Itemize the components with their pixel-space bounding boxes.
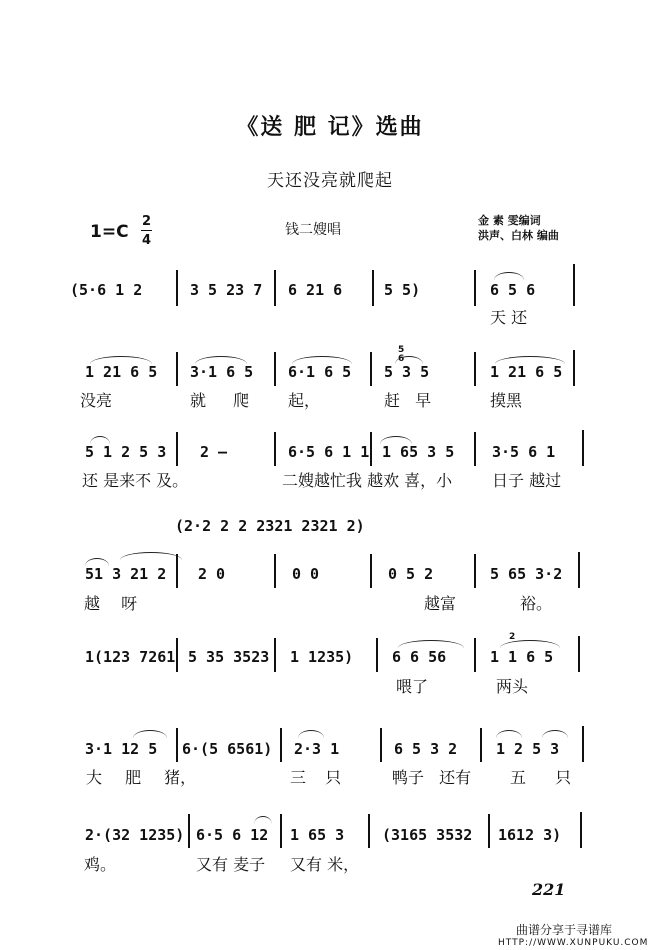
measure: 3·1 12 5 [85, 740, 158, 758]
barline [176, 352, 178, 386]
lyric: 又有 麦子 [196, 855, 266, 874]
measure: 1 1235) [290, 648, 354, 666]
measure: 0 5 2 [388, 565, 434, 583]
lyric: 日子 越过 [492, 471, 562, 490]
barline [370, 554, 372, 588]
measure: 5 5) [384, 281, 421, 299]
measure: 6 21 6 [288, 281, 343, 299]
measure: 6 5 6 [490, 281, 536, 299]
measure: 5 35 3523 [188, 648, 270, 666]
barline [474, 432, 476, 466]
barline [372, 270, 374, 306]
time-signature-bottom: 4 [142, 233, 152, 248]
barline [370, 352, 372, 386]
measure: (3165 3532 [382, 826, 473, 844]
barline [582, 726, 584, 762]
lyric: 越富 [424, 594, 457, 613]
barline [474, 638, 476, 672]
barline [376, 638, 378, 672]
lyric: 起， [288, 391, 321, 410]
measure: 1 65 3 [290, 826, 345, 844]
barline [488, 814, 490, 848]
lyricist-credit: 金 素 雯编词 [478, 214, 541, 227]
slur [298, 730, 324, 738]
measure: 3·5 6 1 [492, 443, 556, 461]
barline [474, 352, 476, 386]
barline [274, 352, 276, 386]
barline [474, 554, 476, 588]
measure: (5·6 1 2 [70, 281, 143, 299]
measure: 2 0 [198, 565, 226, 583]
slur [398, 640, 464, 648]
slur [120, 552, 182, 560]
accompaniment-line: (2·2 2 2 2321 2321 2) [175, 517, 365, 535]
key-signature: 1=C [90, 222, 129, 242]
barline [380, 728, 382, 762]
measure: 51 3 21 2 [85, 565, 167, 583]
measure: 6·1 6 5 [288, 363, 352, 381]
lyric: 摸黑 [490, 391, 523, 410]
barline [274, 432, 276, 466]
measure: 3 5 23 7 [190, 281, 263, 299]
barline [474, 270, 476, 306]
singer-credit: 钱二嫂唱 [285, 222, 341, 238]
slur [542, 730, 568, 738]
barline [280, 814, 282, 848]
measure: 6 6 56 [392, 648, 447, 666]
barline [274, 270, 276, 306]
time-signature-line [141, 230, 152, 231]
measure: 2·(32 1235) [85, 826, 185, 844]
measure: 6·5 6 1 1 [288, 443, 370, 461]
barline [176, 728, 178, 762]
barline [274, 554, 276, 588]
measure: 1 21 6 5 [490, 363, 563, 381]
measure: 6 5 3 2 [394, 740, 458, 758]
lyric: 没亮 [80, 391, 113, 410]
watermark-url: HTTP://WWW.XUNPUKU.COM [498, 938, 649, 948]
lyric: 两头 [496, 677, 529, 696]
lyric: 天 还 [490, 308, 528, 327]
lyric: 又有 米， [290, 855, 360, 874]
lyric: 大 肥 猪， [86, 768, 197, 787]
measure: 1612 3) [498, 826, 562, 844]
measure: 2·3 1 [294, 740, 340, 758]
barline [176, 432, 178, 466]
barline [370, 432, 372, 466]
measure: 6·5 6 12 [196, 826, 269, 844]
measure: 1 2 5 3 [496, 740, 560, 758]
barline [580, 812, 582, 848]
page-title: 《送 肥 记》选曲 [236, 114, 424, 140]
barline [480, 728, 482, 762]
lyric: 鸡。 [84, 855, 117, 874]
slur [496, 730, 522, 738]
lyric: 二嫂越忙我 越欢 喜，小 [282, 471, 453, 490]
barline [274, 638, 276, 672]
measure: 5 65 3·2 [490, 565, 563, 583]
slur [494, 272, 524, 280]
lyric: 五 只 [510, 768, 572, 787]
time-signature-top: 2 [142, 214, 152, 229]
lyric: 越 呀 [84, 594, 138, 613]
lyric: 裕。 [520, 594, 553, 613]
slur [254, 816, 272, 824]
slur [500, 640, 560, 648]
measure: 1(123 7261 [85, 648, 176, 666]
measure: 0 0 [292, 565, 320, 583]
measure: 5 3 5 [384, 363, 430, 381]
measure: 3·1 6 5 [190, 363, 254, 381]
song-title: 天还没亮就爬起 [267, 171, 393, 191]
lyric: 鸭子 还有 [392, 768, 472, 787]
watermark-text: 曲谱分享于寻谱库 [516, 923, 613, 937]
barline [573, 264, 575, 306]
measure: 5 1 2 5 3 [85, 443, 167, 461]
barline [573, 350, 575, 386]
lyric: 赶 早 [384, 391, 432, 410]
measure: 1 65 3 5 [382, 443, 455, 461]
measure: 1 21 6 5 [85, 363, 158, 381]
barline [280, 728, 282, 762]
lyric: 喂了 [396, 677, 429, 696]
slur [133, 730, 167, 738]
lyric: 还 是来不 及。 [82, 471, 189, 490]
page-number: 221 [532, 880, 566, 899]
lyric: 就 爬 [190, 391, 250, 410]
measure: 2 — [200, 443, 228, 461]
lyric: 三 只 [290, 768, 342, 787]
barline [578, 552, 580, 588]
grace-notes: 5 6 [398, 345, 405, 364]
barline [176, 638, 178, 672]
measure: 6·(5 6561) [182, 740, 273, 758]
barline [188, 814, 190, 848]
composer-credit: 洪声、白林 编曲 [478, 229, 559, 242]
barline [582, 430, 584, 466]
barline [176, 554, 178, 588]
grace-note: 2 [509, 632, 516, 642]
barline [578, 636, 580, 672]
measure: 1 1 6 5 [490, 648, 554, 666]
barline [368, 814, 370, 848]
barline [176, 270, 178, 306]
